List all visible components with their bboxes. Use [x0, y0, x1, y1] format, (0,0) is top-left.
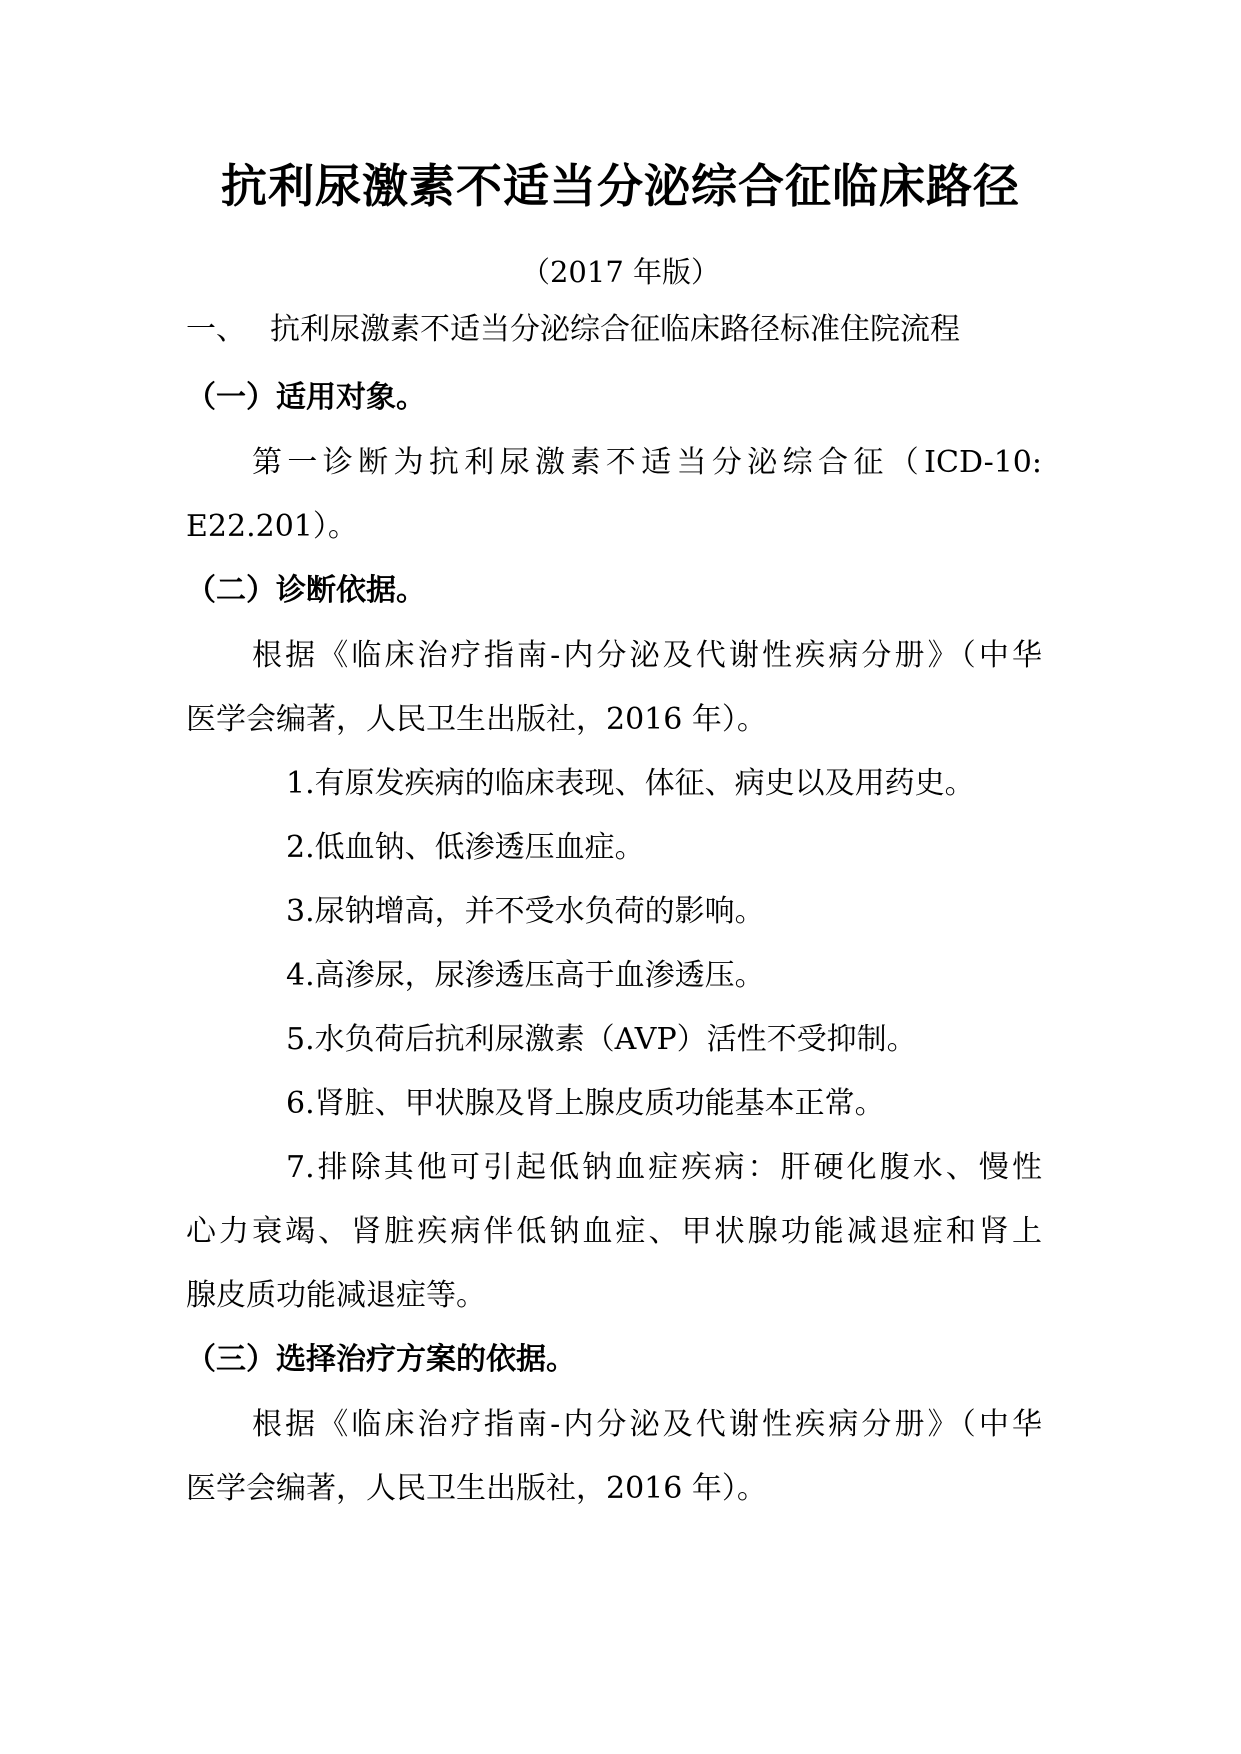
criteria-item-1: 1.有原发疾病的临床表现、体征、病史以及用药史。: [286, 766, 975, 801]
subsection-1-heading: （一）适用对象。: [186, 380, 426, 415]
criteria-item-3: 3.尿钠增高，并不受水负荷的影响。: [286, 894, 765, 929]
subsection-1-text-line1: 第一诊断为抗利尿激素不适当分泌综合征（ICD-10:: [252, 445, 1042, 480]
subsection-3-ref-line1: 根据《临床治疗指南-内分泌及代谢性疾病分册》（中华: [252, 1407, 1042, 1442]
criteria-item-7-line3: 腺皮质功能减退症等。: [186, 1278, 486, 1313]
criteria-item-5: 5.水负荷后抗利尿激素（AVP）活性不受抑制。: [286, 1022, 917, 1057]
subsection-2-ref-line1: 根据《临床治疗指南-内分泌及代谢性疾病分册》（中华: [252, 638, 1042, 673]
subsection-2-ref-line2: 医学会编著，人民卫生出版社，2016 年）。: [186, 702, 767, 737]
criteria-item-4: 4.高渗尿，尿渗透压高于血渗透压。: [286, 958, 765, 993]
subsection-3-ref-line2: 医学会编著，人民卫生出版社，2016 年）。: [186, 1471, 767, 1506]
section-one-title: 抗利尿激素不适当分泌综合征临床路径标准住院流程: [270, 312, 960, 347]
document-title: 抗利尿激素不适当分泌综合征临床路径: [221, 159, 1020, 213]
criteria-item-7-line2: 心力衰竭、肾脏疾病伴低钠血症、甲状腺功能减退症和肾上: [186, 1214, 1042, 1249]
section-one-number: 一、: [186, 312, 246, 347]
subsection-2-heading: （二）诊断依据。: [186, 573, 426, 608]
subsection-3-heading: （三）选择治疗方案的依据。: [186, 1342, 576, 1377]
subsection-1-text-line2: E22.201）。: [186, 509, 358, 544]
document-edition: （2017 年版）: [520, 255, 721, 289]
criteria-item-2: 2.低血钠、低渗透压血症。: [286, 830, 645, 865]
criteria-item-7-line1: 7.排除其他可引起低钠血症疾病：肝硬化腹水、慢性: [286, 1150, 1042, 1185]
criteria-item-6: 6.肾脏、甲状腺及肾上腺皮质功能基本正常。: [286, 1086, 885, 1121]
